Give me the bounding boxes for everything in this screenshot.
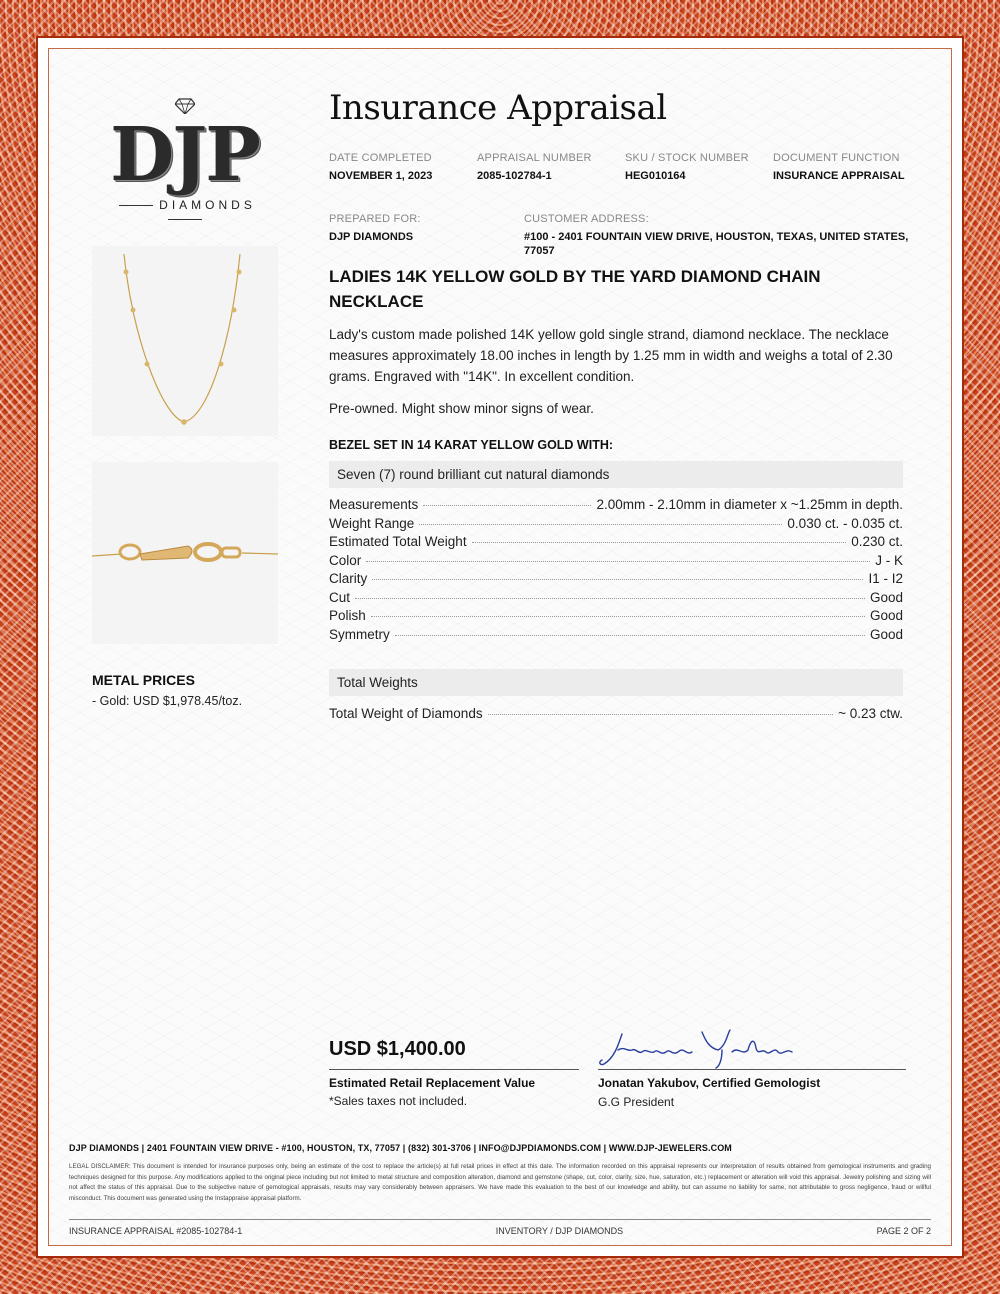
dot-leader [419, 524, 782, 525]
spec-label: Clarity [329, 571, 368, 586]
spec-row [329, 608, 903, 627]
total-weight-row [329, 706, 903, 725]
spec-row [329, 571, 903, 590]
item-description: Lady's custom made polished 14K yellow gold single strand, diamond necklace. The necklace measures approximately 18.00 inches in length by 1.25 mm in width and weighs a total of 2.30 grams. Engraved with "14K". In excellent condition. [329, 327, 893, 384]
spec-value: Good [869, 626, 903, 642]
dot-leader [472, 542, 847, 543]
total-weight-label: Total Weight of Diamonds [329, 706, 483, 721]
customer-address-label: CUSTOMER ADDRESS: [524, 213, 649, 225]
page-footer [69, 1226, 931, 1236]
spec-value: Good [869, 589, 903, 605]
spec-row [329, 497, 903, 516]
spec-value: 2.00mm - 2.10mm in diameter x ~1.25mm in depth. [596, 497, 903, 512]
necklace-photo [92, 246, 278, 436]
sku-label: SKU / STOCK NUMBER [625, 152, 749, 164]
sku-value: HEG010164 [625, 170, 686, 182]
date-completed-value: NOVEMBER 1, 2023 [329, 170, 433, 182]
dot-leader [423, 505, 591, 506]
replacement-value: USD $1,400.00 [329, 1038, 466, 1060]
clasp-photo [92, 462, 278, 644]
spec-label: Weight Range [329, 515, 415, 531]
page-title: Insurance Appraisal [329, 88, 667, 128]
customer-address-line2: 77057 [524, 245, 555, 257]
appraiser-name: Jonatan Yakubov, Certified Gemologist [598, 1076, 821, 1090]
spec-label: Measurements [329, 497, 419, 512]
clasp-image [92, 462, 278, 644]
stone-description-band: Seven (7) round brilliant cut natural diamonds [329, 461, 903, 488]
appraisal-number-value: 2085-102784-1 [477, 170, 552, 182]
spec-label: Color [329, 552, 362, 568]
spec-label: Cut [329, 589, 351, 605]
item-title: LADIES 14K YELLOW GOLD BY THE YARD DIAMOND CHAIN NECKLACE [329, 267, 821, 311]
setting-heading: BEZEL SET IN 14 KARAT YELLOW GOLD WITH: [329, 438, 614, 452]
gold-price: - Gold: USD $1,978.45/toz. [92, 694, 243, 708]
metal-prices-heading: METAL PRICES [92, 672, 195, 688]
spec-value: J - K [875, 552, 903, 568]
condition-note: Pre-owned. Might show minor signs of wear. [329, 401, 594, 416]
spec-row [329, 553, 903, 572]
dot-leader [395, 635, 865, 636]
company-contact: DJP DIAMONDS | 2401 FOUNTAIN VIEW DRIVE - #100, HOUSTON, TX, 77057 | (832) 301-3706 | INFO@DJPDIAMONDS.COM | WWW.DJP-JEWELERS.COM [69, 1143, 732, 1153]
diamond-specs [329, 497, 903, 645]
appraisal-number-label: APPRAISAL NUMBER [477, 152, 592, 164]
spec-value: I1 - I2 [868, 571, 903, 586]
necklace-image [92, 246, 278, 436]
signature-line [598, 1069, 906, 1070]
footer-inventory: INVENTORY / DJP DIAMONDS [495, 1226, 624, 1236]
page-number: PAGE 2 OF 2 [876, 1226, 931, 1236]
total-weight-value: ~ 0.23 ctw. [838, 706, 903, 721]
spec-value: 0.030 ct. - 0.035 ct. [787, 515, 903, 531]
replacement-value-label: Estimated Retail Replacement Value [329, 1076, 536, 1090]
spec-row [329, 516, 903, 535]
spec-value: 0.230 ct. [851, 534, 903, 549]
logo-subtitle [92, 198, 277, 226]
spec-row [329, 590, 903, 609]
logo-subtitle-text: DIAMONDS [159, 198, 256, 212]
dot-leader [371, 616, 865, 617]
spec-label: Estimated Total Weight [329, 534, 467, 549]
footer-divider [69, 1219, 931, 1220]
spec-label: Symmetry [329, 626, 390, 642]
tax-note: *Sales taxes not included. [329, 1094, 468, 1108]
value-underline [329, 1069, 579, 1070]
appraiser-role: G.G President [598, 1095, 675, 1109]
dot-leader [488, 714, 834, 715]
total-weights-band: Total Weights [329, 669, 903, 696]
handwritten-signature [598, 1028, 798, 1070]
certificate-paper [48, 48, 952, 1246]
document-function-value: INSURANCE APPRAISAL [773, 170, 905, 182]
dot-leader [372, 579, 863, 580]
date-completed-label: DATE COMPLETED [329, 152, 432, 164]
prepared-for-label: PREPARED FOR: [329, 213, 421, 225]
footer-appraisal-ref: INSURANCE APPRAISAL #2085-102784-1 [69, 1226, 243, 1236]
spec-row [329, 706, 903, 725]
spec-label: Polish [329, 608, 366, 623]
logo-letters: DJP [110, 112, 259, 198]
dot-leader [355, 598, 865, 599]
spec-row [329, 534, 903, 553]
customer-address-line1: #100 - 2401 FOUNTAIN VIEW DRIVE, HOUSTON, TEXAS, UNITED STATES, [524, 231, 909, 243]
spec-row [329, 627, 903, 646]
spec-value: Good [869, 608, 903, 623]
document-function-label: DOCUMENT FUNCTION [773, 152, 900, 164]
legal-disclaimer: LEGAL DISCLAIMER: This document is intended for insurance purposes only, being an estimate of the cost to replace the article(s) at full retail prices in effect at this date. The information recorded on this appraisal represents our interpretation of results obtained from gemological instruments and grading techniques designed for this purpose. Any modifications applied to the original piece including but not limited to metal structure and composition alteration, diamond and gemstone (shape, cut, color, clarity, size, hue, saturation, etc.) replacement or alteration will void this appraisal. Jewelry polishing and sizing will not affect the status of this appraisal. Due to the subjective nature of gemological appraisals, results may vary considerably between appraisers. We have made this evaluation to the best of our knowledge and ability, but can assume no liability for same, not attributable to gross negligence, fraud or willful misconduct. This document was generated using the Instappraise appraisal platform. [69, 1163, 931, 1202]
company-logo [92, 98, 277, 216]
dot-leader [366, 561, 870, 562]
prepared-for-value: DJP DIAMONDS [329, 231, 414, 243]
